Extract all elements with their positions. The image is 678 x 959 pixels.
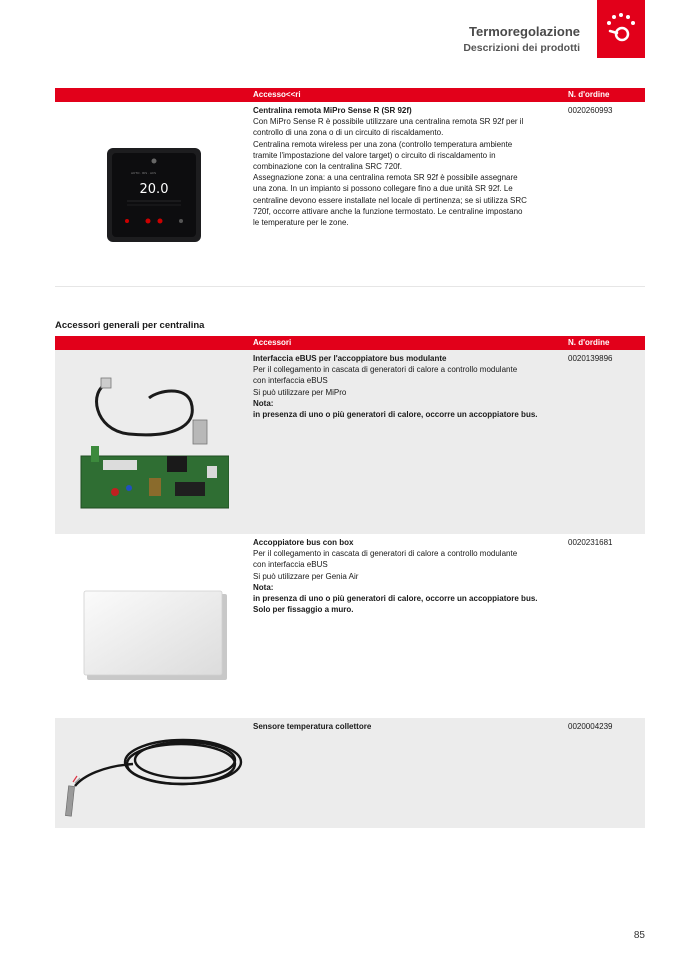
table2-col-order: N. d'ordine (568, 338, 610, 347)
table1-col-order: N. d'ordine (568, 90, 610, 99)
section-title: Accessori generali per centralina (55, 320, 205, 331)
note-line: Solo per fissaggio a muro. (253, 605, 354, 615)
item-title: Sensore temperatura collettore (253, 722, 372, 731)
table2-header (55, 336, 645, 350)
table-row (55, 350, 645, 534)
header-subtitle: Descrizioni dei prodotti (463, 42, 580, 54)
table-row (55, 718, 645, 828)
order-number: 0020231681 (568, 538, 613, 547)
collector-temperature-sensor-image (63, 726, 249, 822)
table2-col-accessory: Accessori (253, 338, 292, 347)
desc-line: Con MiPro Sense R è possibile utilizzare una centralina remota SR 92f per il (253, 117, 524, 127)
item-title: Centralina remota MiPro Sense R (SR 92f) (253, 106, 412, 115)
ebus-interface-image (79, 370, 229, 520)
desc-line: Si può utilizzare per MiPro (253, 387, 347, 397)
divider (55, 286, 645, 287)
desc-line: Per il collegamento in cascata di generatori di calore a controllo modulante (253, 365, 518, 375)
table-row (55, 102, 645, 280)
item-description (253, 537, 563, 615)
note-label: Nota: (253, 398, 274, 408)
desc-line: combinazione con la centralina SRC 720f. (253, 162, 402, 172)
header-title: Termoregolazione (468, 24, 580, 39)
thermostat-temp-readout: 20.0 (139, 182, 169, 197)
desc-line: Centralina remota wireless per una zona (controllo temperatura ambiente (253, 139, 513, 149)
remote-thermostat-image (107, 148, 201, 242)
svg-text:AUTO · RIS · ACS: AUTO · RIS · ACS (131, 171, 157, 175)
item-description (253, 721, 563, 732)
table1-header (55, 88, 645, 102)
desc-line: le temperature per le zone. (253, 218, 349, 228)
desc-line: 720f, occorre attivare anche la funzione termostato. Le centraline impostano (253, 206, 523, 216)
bus-coupler-box-image (83, 590, 229, 682)
thermoregulation-dots-icon (597, 0, 645, 58)
header-logo (597, 0, 645, 58)
desc-line: Si può utilizzare per Genia Air (253, 571, 359, 581)
desc-line: una zona. In un impianto si possono collegare fino a due unità SR 92f. Le (253, 184, 513, 194)
note-line: in presenza di uno o più generatori di calore, occorre un accoppiatore bus. (253, 410, 538, 420)
order-number: 0020260993 (568, 106, 613, 115)
order-number: 0020139896 (568, 354, 613, 363)
item-description (253, 105, 563, 228)
item-description (253, 353, 563, 420)
desc-line: Assegnazione zona: a una centralina remota SR 92f è possibile assegnare (253, 173, 518, 183)
desc-line: Per il collegamento in cascata di generatori di calore a controllo modulante (253, 549, 518, 559)
order-number: 0020004239 (568, 722, 613, 731)
page-number: 85 (633, 930, 645, 941)
desc-line: centraline devono essere installate nel locale di pertinenza; se si utilizza SRC (253, 195, 527, 205)
desc-line: controllo di una zona o di un circuito di riscaldamento. (253, 128, 444, 138)
desc-line: tramite l'impostazione del valore target) o circuito di riscaldamento in (253, 150, 496, 160)
table1-col-accessory: Accesso<<ri (253, 90, 301, 99)
item-title: Interfaccia eBUS per l'accoppiatore bus modulante (253, 354, 447, 363)
note-label: Nota: (253, 582, 274, 592)
desc-line: con interfaccia eBUS (253, 376, 328, 386)
desc-line: con interfaccia eBUS (253, 560, 328, 570)
note-line: in presenza di uno o più generatori di calore, occorre un accoppiatore bus. (253, 594, 538, 604)
item-title: Accoppiatore bus con box (253, 538, 354, 547)
table-row (55, 534, 645, 716)
